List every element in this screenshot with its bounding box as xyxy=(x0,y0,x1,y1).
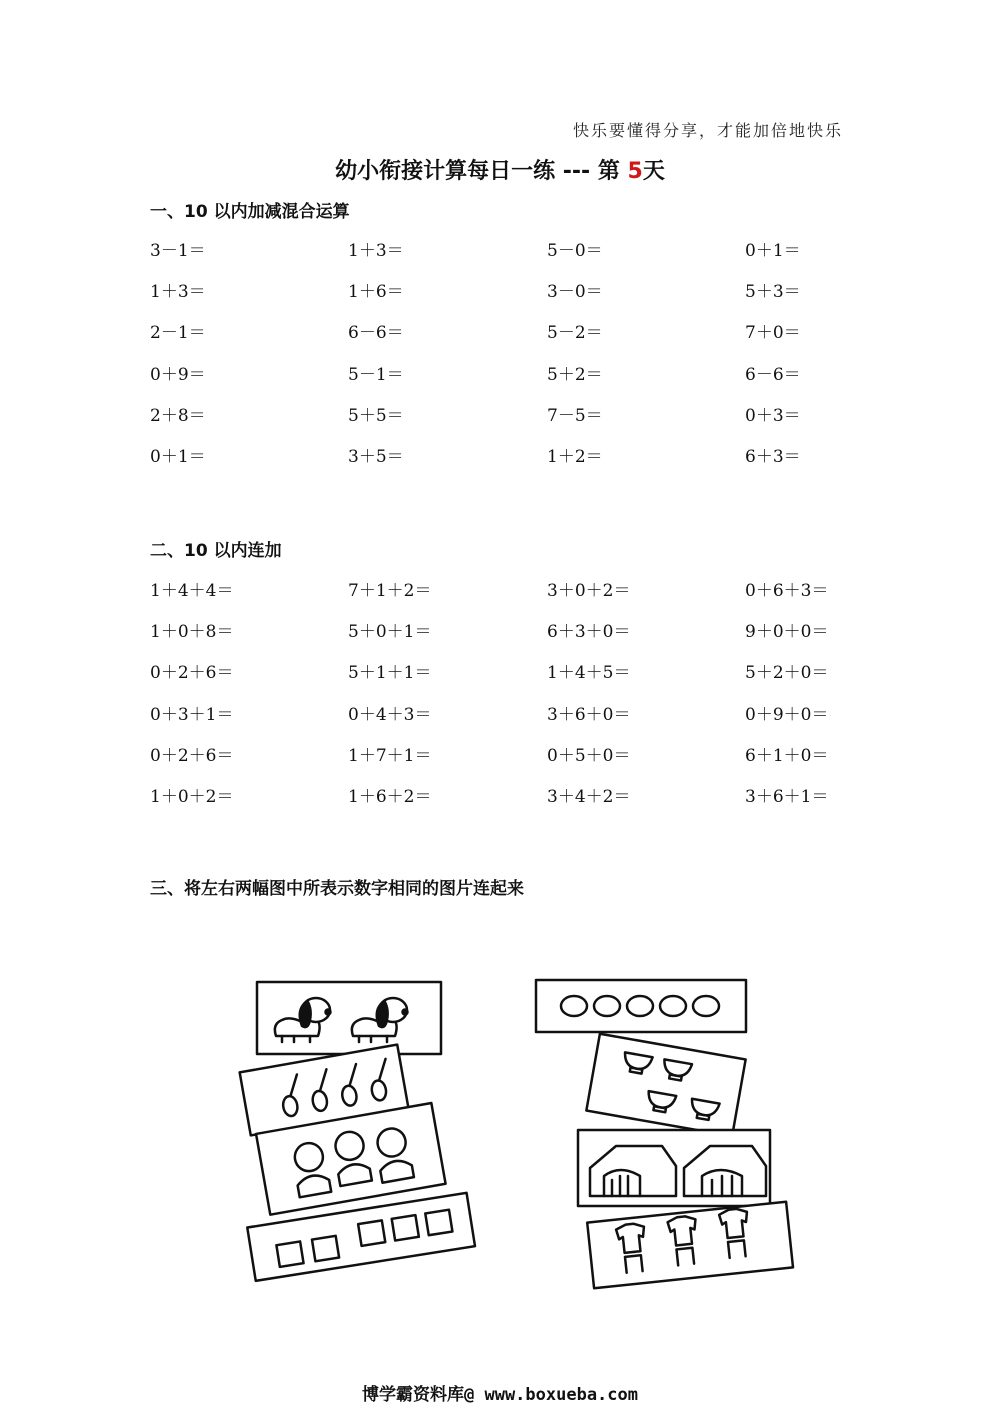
exercise-problem[interactable]: 0＋6＋3＝ xyxy=(745,581,829,601)
exercise-problem[interactable]: 6＋1＋0＝ xyxy=(745,745,829,766)
exercise-problem[interactable]: 1＋6＋2＝ xyxy=(348,786,432,807)
houses-card[interactable] xyxy=(578,1130,770,1206)
exercise-problem[interactable]: 1＋0＋2＝ xyxy=(150,786,234,807)
exercise-problem[interactable]: 1＋4＋4＝ xyxy=(150,581,234,601)
exercise-problem[interactable]: 7＋0＝ xyxy=(745,323,801,344)
exercise-problem[interactable]: 3＋5＝ xyxy=(348,446,404,467)
section-3-heading: 三、将左右两幅图中所表示数字相同的图片连起来 xyxy=(150,879,524,899)
exercise-problem[interactable]: 3＋0＋2＝ xyxy=(547,581,631,601)
exercise-problem[interactable]: 0＋5＋0＝ xyxy=(547,745,631,766)
title-suffix: 天 xyxy=(642,159,665,184)
exercise-problem[interactable]: 0＋2＋6＝ xyxy=(150,745,234,766)
exercise-problem[interactable]: 0＋1＝ xyxy=(150,446,206,467)
exercise-problem[interactable]: 0＋3＝ xyxy=(745,405,801,426)
exercise-problem[interactable]: 6＋3＝ xyxy=(745,446,801,467)
circle-icon xyxy=(627,996,653,1016)
exercise-problem[interactable]: 2＋8＝ xyxy=(150,405,206,426)
exercise-problem[interactable]: 0＋9＋0＝ xyxy=(745,704,829,725)
exercise-problem[interactable]: 5＋1＋1＝ xyxy=(348,663,432,684)
exercise-problem[interactable]: 1＋3＝ xyxy=(150,282,206,303)
circle-icon xyxy=(561,996,587,1016)
exercise-problem[interactable]: 7－5＝ xyxy=(547,405,603,426)
exercise-problem[interactable]: 5－1＝ xyxy=(348,364,404,385)
exercise-problem[interactable]: 0＋1＝ xyxy=(745,241,801,261)
exercise-problem[interactable]: 9＋0＋0＝ xyxy=(745,622,829,643)
exercise-problem[interactable]: 3－0＝ xyxy=(547,282,603,303)
dogs-card[interactable] xyxy=(257,982,441,1054)
exercise-problem[interactable]: 0＋9＝ xyxy=(150,364,206,385)
section-1-heading: 一、10 以内加减混合运算 xyxy=(150,202,350,222)
circles-card[interactable] xyxy=(536,980,746,1032)
exercise-problem[interactable]: 5＋2＋0＝ xyxy=(745,663,829,684)
exercise-problem[interactable]: 0＋3＋1＝ xyxy=(150,704,234,725)
dog-icon xyxy=(352,998,408,1042)
title-day-number: 5 xyxy=(627,159,643,184)
exercise-problem[interactable]: 5＋0＋1＝ xyxy=(348,622,432,643)
exercise-problem[interactable]: 6＋3＋0＝ xyxy=(547,622,631,643)
exercise-problem[interactable]: 2－1＝ xyxy=(150,323,206,344)
motto-text: 快乐要懂得分享，才能加倍地快乐 xyxy=(572,121,843,140)
exercise-problem[interactable]: 1＋6＝ xyxy=(348,282,404,303)
exercise-problem[interactable]: 3＋6＋1＝ xyxy=(745,786,829,807)
exercise-problem[interactable]: 1＋3＝ xyxy=(348,241,404,261)
exercise-problem[interactable]: 3＋4＋2＝ xyxy=(547,786,631,807)
dog-icon xyxy=(275,998,331,1042)
bowls-card[interactable] xyxy=(586,1034,745,1137)
exercise-problem[interactable]: 1＋7＋1＝ xyxy=(348,745,432,766)
exercise-problem[interactable]: 1＋2＝ xyxy=(547,446,603,467)
exercise-problem[interactable]: 1＋0＋8＝ xyxy=(150,622,234,643)
exercise-problem[interactable]: 5＋2＝ xyxy=(547,364,603,385)
clothes-card[interactable] xyxy=(587,1202,793,1289)
exercise-problem[interactable]: 3－1＝ xyxy=(150,241,206,261)
exercise-problem[interactable]: 1＋4＋5＝ xyxy=(547,663,631,684)
circle-icon xyxy=(594,996,620,1016)
exercise-problem[interactable]: 0＋2＋6＝ xyxy=(150,663,234,684)
exercise-problem[interactable]: 5－0＝ xyxy=(547,241,603,261)
exercise-problem[interactable]: 5＋5＝ xyxy=(348,405,404,426)
section-2-heading: 二、10 以内连加 xyxy=(150,541,282,561)
circle-icon xyxy=(660,996,686,1016)
exercise-problem[interactable]: 6－6＝ xyxy=(348,323,404,344)
exercise-problem[interactable]: 6－6＝ xyxy=(745,364,801,385)
exercise-problem[interactable]: 7＋1＋2＝ xyxy=(348,581,432,601)
circle-icon xyxy=(693,996,719,1016)
exercise-problem[interactable]: 0＋4＋3＝ xyxy=(348,704,432,725)
exercise-problem[interactable]: 5－2＝ xyxy=(547,323,603,344)
exercise-problem[interactable]: 3＋6＋0＝ xyxy=(547,704,631,725)
footer-watermark: 博学霸资料库@ www.boxueba.com xyxy=(362,1385,638,1405)
title-prefix: 幼小衔接计算每日一练 --- 第 xyxy=(335,159,628,184)
exercise-problem[interactable]: 5＋3＝ xyxy=(745,282,801,303)
